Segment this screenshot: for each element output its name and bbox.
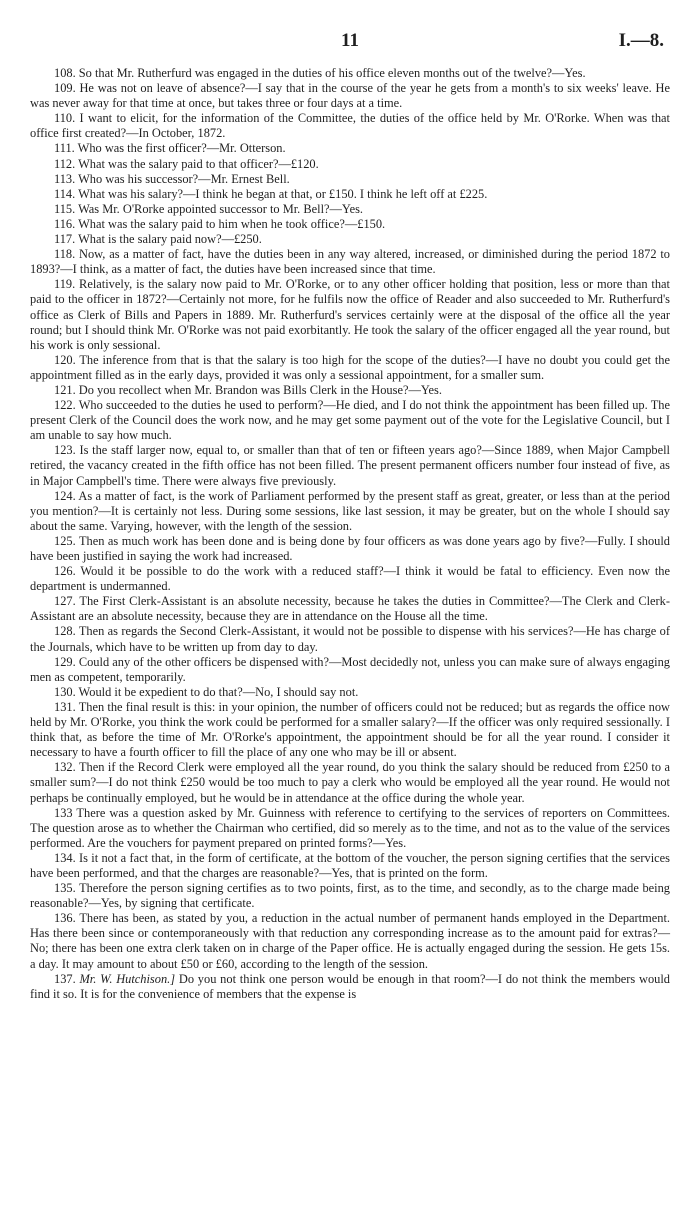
evidence-paragraph: 123. Is the staff larger now, equal to, or smaller than that of ten or fifteen years ago?—Since 1889, when Major Campbell retired, the vacancy created in the fifth office has not been filled. The present permanent officers number four instead of five, as in Major Campbell's time. There were always five previously.: [30, 443, 670, 488]
evidence-paragraph: 108. So that Mr. Rutherfurd was engaged in the duties of his office eleven months out of the twelve?—Yes.: [54, 66, 586, 80]
page-number: 11: [341, 30, 359, 51]
evidence-paragraph: 111. Who was the first officer?—Mr. Otterson.: [54, 141, 286, 156]
evidence-paragraph: 113. Who was his successor?—Mr. Ernest Bell.: [54, 171, 290, 186]
evidence-paragraph: 136. There has been, as stated by you, a reduction in the actual number of permanent hands employed in the Department. Has there been since or contemporaneously with that reduction any corresponding increase as to the amount paid for extras?—No; there has been one extra clerk taken on in charge of the Paper office. He is actually engaged during the session. He gets 15s. a day. It may amount to about £50 or £60, according to the length of the session.: [30, 911, 670, 971]
page-header: [30, 30, 670, 58]
evidence-paragraph: 126. Would it be possible to do the work with a reduced staff?—I think it would be fatal to efficiency. Even now the department is undermanned.: [30, 564, 670, 594]
evidence-paragraph: 124. As a matter of fact, is the work of Parliament performed by the present staff as great, greater, or less than at the period you mention?—It is certainly not less. During some sessions, like last session, it may be greater, but on the whole I should say about the same. Varying, however, with the length of the session.: [30, 488, 670, 533]
evidence-paragraph: 132. Then if the Record Clerk were employed all the year round, do you think the salary should be reduced from £250 to a smaller sum?—I do not think £250 would be too much to pay a clerk who would be employed all the year round. He would not perhaps be continually employed, but he would be in attendance at the office during the whole year.: [30, 760, 670, 805]
evidence-paragraph: 129. Could any of the other officers be dispensed with?—Most decidedly not, unless you can make sure of always engaging men as competent, temporarily.: [30, 654, 670, 684]
evidence-paragraph: 131. Then the final result is this: in your opinion, the number of officers could not be reduced; but as regards the office now held by Mr. O'Rorke, you think the work could be performed for a smaller salary?—If the officer was only required sessionally. I think that, as before the time of Mr. O'Rorke's appointment, the appointment should be for all the year round. I consider it necessary to have a fourth officer to fill the place of any one who may be ill or absent.: [30, 699, 670, 760]
evidence-paragraph: 128. Then as regards the Second Clerk-Assistant, it would not be possible to dispense with his services?—He has charge of the Journals, which have to be written up from day to day.: [30, 624, 670, 654]
evidence-paragraph: 118. Now, as a matter of fact, have the duties been in any way altered, increased, or diminished during the period 1872 to 1893?—I think, as a matter of fact, the duties have been increased since that time.: [30, 247, 670, 277]
evidence-paragraph: 115. Was Mr. O'Rorke appointed successor to Mr. Bell?—Yes.: [54, 201, 364, 216]
evidence-paragraph-last: [30, 972, 670, 1002]
evidence-paragraph: 121. Do you recollect when Mr. Brandon was Bills Clerk in the House?—Yes.: [54, 382, 442, 397]
evidence-paragraph: 125. Then as much work has been done and is being done by four officers as was done years ago by five?—Fully. I should have been justified in saying the work had increased.: [30, 533, 670, 563]
evidence-paragraph: 119. Relatively, is the salary now paid to Mr. O'Rorke, or to any other officer holding that position, less or more than that paid to the officer in 1872?—Certainly not more, for he fulfils now the office of Reader and also succeeded to Mr. Rutherfurd's office as Clerk of Bills and Papers in 1889. Mr. Rutherfurd's services certainly were at the disposal of the office all the year round; but I should think Mr. O'Rorke was not paid exorbitantly. He took the salary of the officer engaged all the year round, but his work is only sessional.: [30, 277, 670, 352]
evidence-paragraph: 110. I want to elicit, for the information of the Committee, the duties of the office held by Mr. O'Rorke. When was that office first created?—In October, 1872.: [30, 111, 670, 141]
evidence-paragraph: 130. Would it be expedient to do that?—No, I should say not.: [54, 684, 359, 699]
speaker-attribution: Mr. W. Hutchison.]: [79, 971, 176, 986]
evidence-paragraph: 122. Who succeeded to the duties he used to perform?—He died, and I do not think the appointment has been filled up. The present Clerk of the Council does the work now, and he may get some payment out of the vote for the Legislative Council, but I am unable to say how much.: [30, 398, 670, 443]
evidence-paragraph: 135. Therefore the person signing certifies as to two points, first, as to the time, and secondly, as to the charge made being reasonable?—Yes, by signing that certificate.: [30, 881, 670, 911]
evidence-paragraph: 127. The First Clerk-Assistant is an absolute necessity, because he takes the duties in Committee?—The Clerk and Clerk-Assistant are an absolute necessity, because they are in attendance on the House all the time.: [30, 594, 670, 624]
evidence-paragraph: 112. What was the salary paid to that officer?—£120.: [54, 156, 319, 171]
evidence-paragraph: 133 There was a question asked by Mr. Guinness with reference to certifying to the services of reporters on Committees. The question arose as to whether the Chairman who certified, did so merely as to the time, and not as to the value of the services performed. Are the vouchers for payment prepared on printed forms?—Yes.: [30, 805, 670, 850]
evidence-text: [30, 66, 670, 1002]
evidence-paragraph: 117. What is the salary paid now?—£250.: [54, 232, 262, 247]
question-text: Do you not think one person would be enough in that room?—I do not think the members would find it so. It is for the convenience of members that the expense is: [30, 971, 670, 1001]
evidence-paragraph: 109. He was not on leave of absence?—I say that in the course of the year he gets from a month's to six weeks' leave. He was never away for that time at once, but takes three or four days at a time.: [30, 81, 670, 111]
evidence-paragraph: 116. What was the salary paid to him when he took office?—£150.: [54, 216, 386, 231]
evidence-paragraph: 120. The inference from that is that the salary is too high for the scope of the duties?—I have no doubt you could get the appointment filled as in the early days, provided it was only a sessional appointment, for a smaller sum.: [30, 352, 670, 382]
document-reference: I.—8.: [618, 30, 664, 51]
evidence-paragraph: 134. Is it not a fact that, in the form of certificate, at the bottom of the voucher, the person signing certifies that the services have been performed, and that the charges are reasonable?—Yes, that is printed on the form.: [30, 850, 670, 880]
evidence-paragraph: 114. What was his salary?—I think he began at that, or £150. I think he left off at £225.: [54, 186, 488, 201]
question-number: 137.: [54, 971, 76, 986]
